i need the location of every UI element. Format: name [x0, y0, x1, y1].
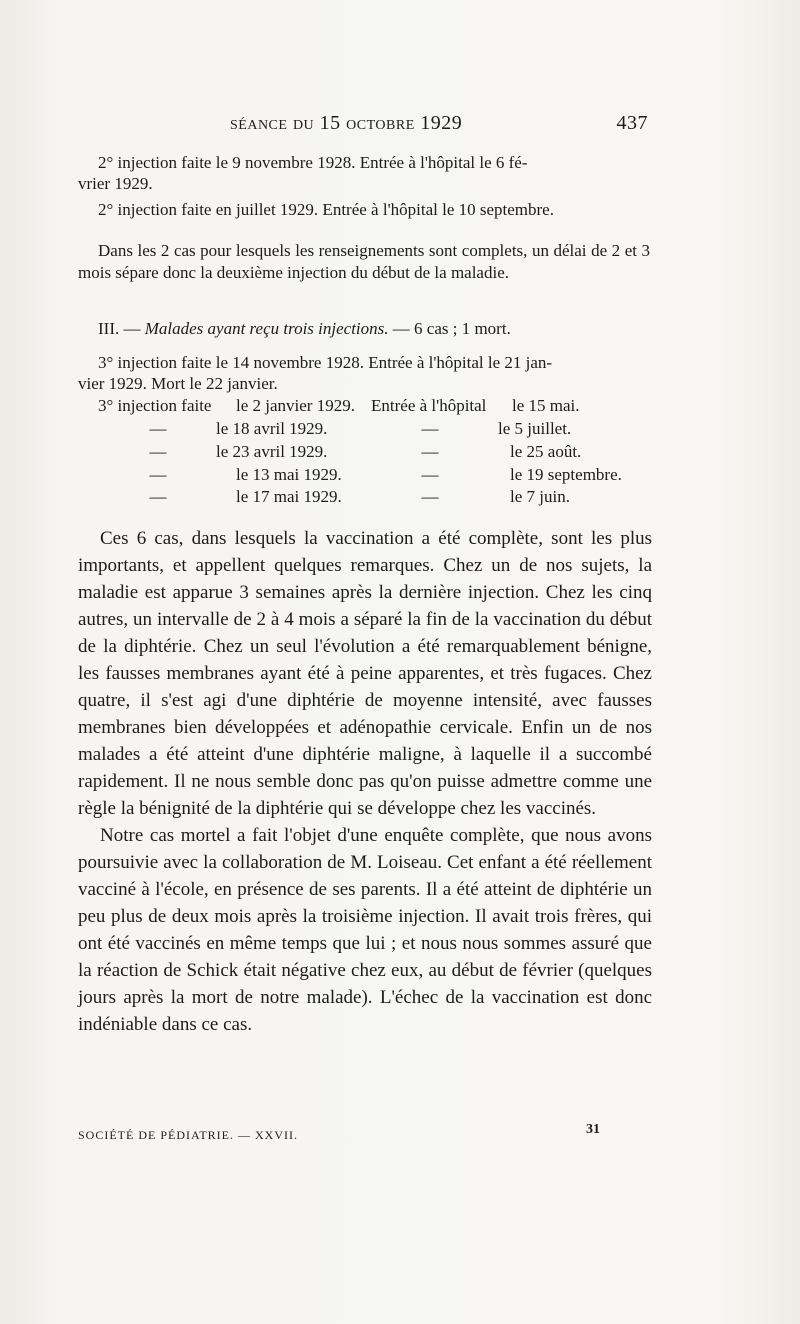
page-header [230, 112, 648, 135]
ditto-dash: — [149, 419, 167, 438]
table-date: le 13 mai 1929. [236, 465, 342, 484]
table-date: le 17 mai 1929. [236, 487, 342, 506]
paragraph-second-injection-2 [78, 199, 650, 220]
ditto-dash: — [421, 419, 439, 438]
body-text [78, 525, 652, 1038]
section-numeral: III. — [98, 319, 141, 338]
table-date: le 2 janvier 1929. [236, 396, 355, 415]
text-line: 2° injection faite le 9 novembre 1928. Entrée à l'hôpital le 6 fé- [98, 153, 528, 172]
table-date: le 23 avril 1929. [216, 442, 328, 461]
section-title: Malades ayant reçu trois injections. [144, 319, 389, 338]
text-line: vier 1929. Mort le 22 janvier. [78, 374, 278, 393]
table-entry: Entrée à l'hôpital [371, 396, 487, 415]
page-footer [78, 1122, 650, 1143]
ditto-dash: — [421, 465, 439, 484]
table-date: le 18 avril 1929. [216, 419, 328, 438]
table-result: le 15 mai. [512, 396, 580, 415]
text-line: 3° injection faite le 14 novembre 1928. Entrée à l'hôpital le 21 jan- [98, 353, 553, 372]
footer-journal: SOCIÉTÉ DE PÉDIATRIE. — XXVII. [78, 1128, 298, 1142]
ditto-dash: — [421, 487, 439, 506]
table-result: le 5 juillet. [498, 419, 572, 438]
text-paragraph: Dans les 2 cas pour lesquels les renseignements sont complets, un délai de 2 et 3 mois sépare donc la deuxième injection du début de la maladie. [78, 241, 650, 282]
paragraph-summary [78, 240, 650, 284]
body-paragraph: Ces 6 cas, dans lesquels la vaccination a été complète, sont les plus importants, et appellent quelques remarques. Chez un de nos sujets, la maladie est apparue 3 semaines après la dernière injection. Chez les cinq autres, un intervalle de 2 à 4 mois a séparé la fin de la vaccination du début de la diphtérie. Chez un seul l'évolution a été remarquablement bénigne, les fausses membranes ayant été à peine apparentes, et très fugaces. Chez quatre, il s'est agi d'une diphtérie de moyenne intensité, avec fausses membranes bien développées et adénopathie cervicale. Enfin un de nos malades a été atteint d'une diphtérie maligne, à laquelle il a succombé rapidement. Il ne nous semble donc pas qu'on puisse admettre comme une règle la bénignité de la diphtérie qui se développe chez les vaccinés. [78, 528, 652, 819]
ditto-dash: — [149, 487, 167, 506]
table-result: le 25 août. [510, 442, 582, 461]
body-paragraph: Notre cas mortel a fait l'objet d'une enquête complète, que nous avons poursuivie avec la collaboration de M. Loiseau. Cet enfant a été réellement vacciné à l'école, en présence de ses parents. Il a été atteint de diphtérie un peu plus de deux mois après la troisième injection. Il avait trois frères, qui ont été vaccinés en même temps que lui ; et nous nous sommes assuré que la réaction de Schick était négative chez eux, au début de février (quelques jours après la mort de notre malade). L'échec de la vaccination est donc indéniable dans ce cas. [78, 825, 652, 1035]
table-label: 3° injection faite [98, 396, 212, 415]
ditto-dash: — [149, 442, 167, 461]
text-line: vrier 1929. [78, 174, 153, 193]
page-number: 437 [616, 112, 648, 134]
table-result: le 19 septembre. [510, 465, 622, 484]
table-result: le 7 juin. [510, 487, 570, 506]
text-line: 2° injection faite en juillet 1929. Entrée à l'hôpital le 10 septembre. [98, 200, 554, 219]
section-heading-iii [78, 318, 650, 339]
paragraph-third-injection [78, 352, 650, 394]
signature-mark: 31 [586, 1122, 600, 1137]
ditto-dash: — [149, 465, 167, 484]
section-rest: — 6 cas ; 1 mort. [392, 319, 511, 338]
paragraph-second-injection-1 [78, 152, 650, 194]
running-title: séance du 15 octobre 1929 [230, 112, 463, 134]
ditto-dash: — [421, 442, 439, 461]
